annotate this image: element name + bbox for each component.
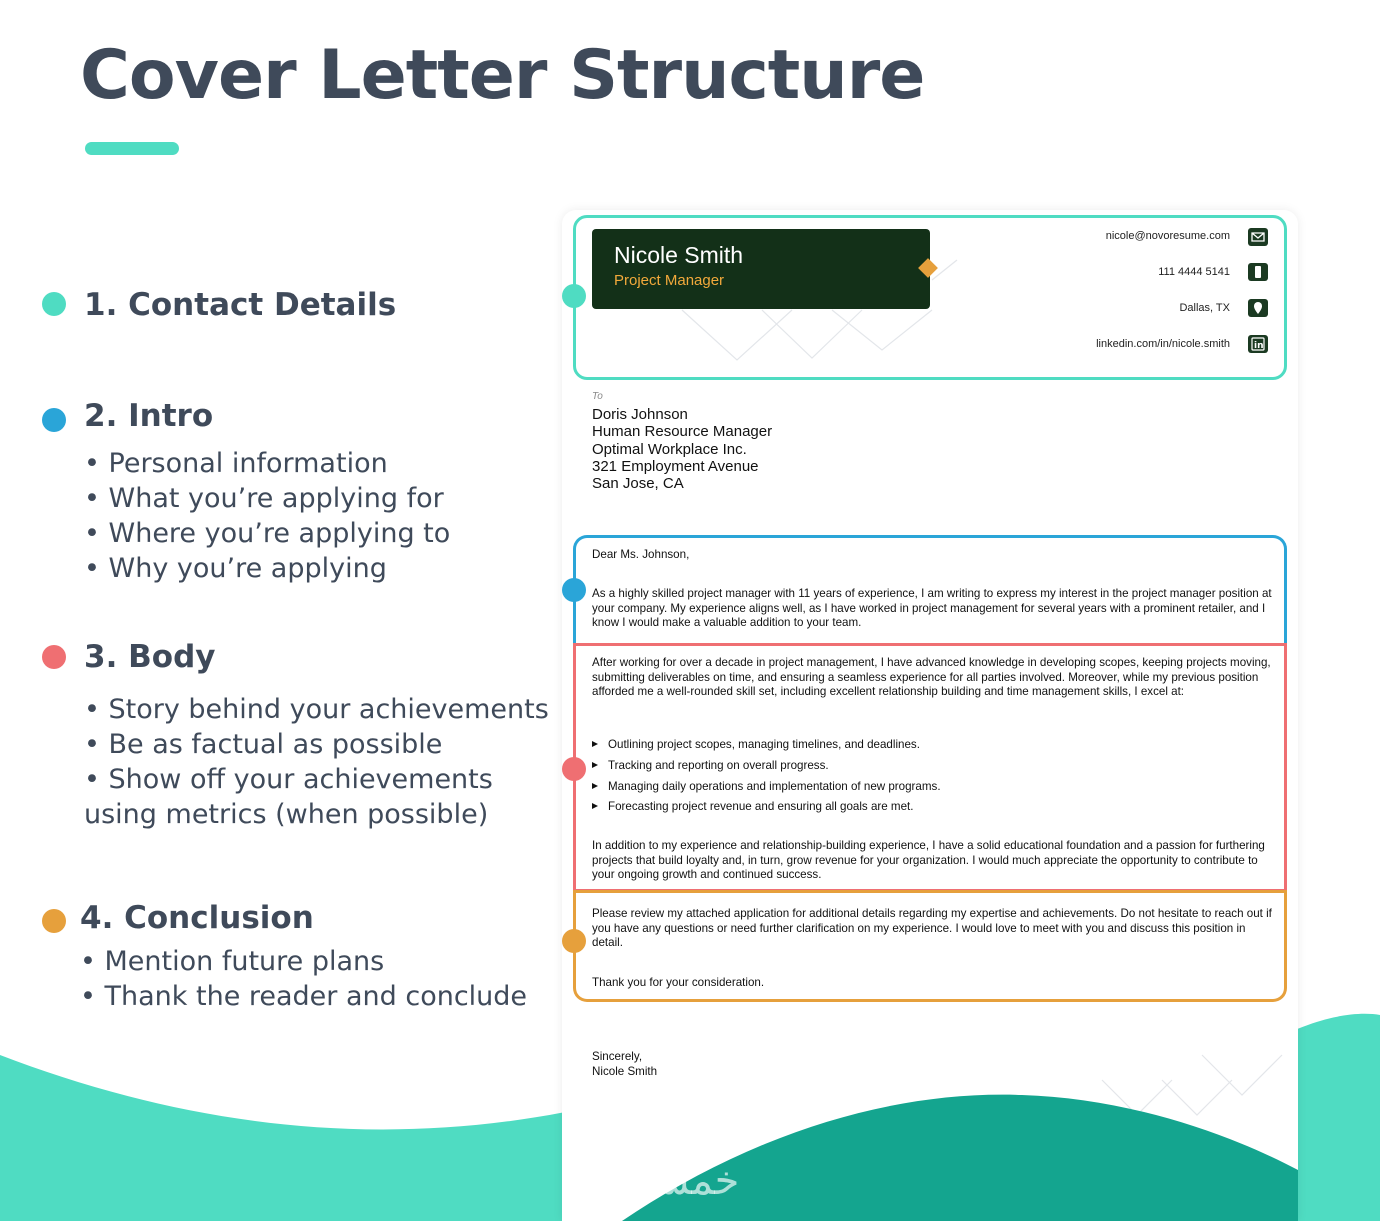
- contact-details-marker: [562, 284, 586, 308]
- bullet-item: • Where you’re applying to: [84, 518, 451, 549]
- bullet-item: • Show off your achievements: [84, 764, 493, 795]
- closing: Sincerely,: [592, 1050, 643, 1063]
- mail-icon: [1248, 228, 1268, 246]
- conclusion-bullets: [80, 944, 527, 1014]
- linkedin-icon: [1248, 335, 1268, 353]
- body-list-item: Forecasting project revenue and ensuring all goals are met.: [592, 800, 913, 813]
- to-label: To: [592, 391, 603, 402]
- conclusion-frame-top: [573, 890, 1287, 893]
- applicant-role: Project Manager: [614, 272, 725, 289]
- body-marker: [562, 757, 586, 781]
- recipient-company: Optimal Workplace Inc.: [592, 441, 747, 458]
- bullet-item: • What you’re applying for: [84, 483, 444, 514]
- body-dot: [42, 645, 66, 669]
- recipient-street: 321 Employment Avenue: [592, 458, 759, 475]
- contact-details-heading: 1. Contact Details: [84, 287, 397, 323]
- conclusion-paragraph: Please review my attached application for additional details regarding my expertise and achievements. Do not hesitate to reach out if you have any questions or need further clarification on my experience. I would love to meet with you and discuss this position in detail.: [592, 907, 1272, 950]
- bullet-item: using metrics (when possible): [84, 799, 489, 830]
- body-list-item: Outlining project scopes, managing timelines, and deadlines.: [592, 738, 920, 751]
- body-paragraph-1: After working for over a decade in project management, I have advanced knowledge in developing scopes, keeping projects moving, submitting deliverables on time, and ensuring a seamless experience for all parties involved. Moreover, while my previous position afforded me a well-rounded skill set, including excellent relationship building and time management skills, I excel at:: [592, 656, 1271, 699]
- bullet-item: • Story behind your achievements: [84, 694, 549, 725]
- body-list-item: Managing daily operations and implementation of new programs.: [592, 780, 941, 793]
- conclusion-dot: [42, 909, 66, 933]
- cover-letter: [562, 210, 1298, 1221]
- bullet-item: • Mention future plans: [80, 946, 385, 977]
- intro-marker: [562, 578, 586, 602]
- bullet-item: • Why you’re applying: [84, 553, 387, 584]
- body-bullets: [84, 692, 549, 832]
- intro-bullets: [84, 446, 450, 586]
- title-underline: [85, 142, 179, 155]
- applicant-name: Nicole Smith: [614, 242, 744, 268]
- body-paragraph-2: In addition to my experience and relationship-building experience, I have a solid educational foundation and a passion for furthering projects that build loyalty and, in turn, grow revenue for your organization. I would much appreciate the opportunity to contribute to your ongoing growth and continued success.: [592, 839, 1265, 882]
- bullet-item: • Be as factual as possible: [84, 729, 443, 760]
- thanks-line: Thank you for your consideration.: [592, 976, 765, 989]
- conclusion-marker: [562, 929, 586, 953]
- greeting: Dear Ms. Johnson,: [592, 548, 690, 561]
- recipient-city: San Jose, CA: [592, 475, 684, 492]
- intro-heading: 2. Intro: [84, 398, 214, 434]
- left-teal-wave: [0, 1055, 620, 1221]
- body-heading: 3. Body: [84, 639, 216, 675]
- location-pin-icon: [1248, 299, 1268, 317]
- signature: Nicole Smith: [592, 1065, 658, 1078]
- contact-location: Dallas, TX: [1179, 302, 1230, 314]
- intro-paragraph: As a highly skilled project manager with 11 years of experience, I am writing to express my interest in the project manager position at your company. My experience aligns well, as I have worked in project management for several years with a prominent retailer, and I know I would make a valuable addition to your team.: [592, 587, 1272, 630]
- body-list-item: Tracking and reporting on overall progress.: [592, 759, 829, 772]
- conclusion-heading: 4. Conclusion: [80, 900, 314, 936]
- recipient-name: Doris Johnson: [592, 406, 688, 423]
- bullet-item: • Personal information: [84, 448, 388, 479]
- svg-text:in: in: [1254, 341, 1264, 351]
- intro-dot: [42, 408, 66, 432]
- contact-phone: 111 4444 5141: [1158, 266, 1230, 278]
- contact-email: nicole@novoresume.com: [1105, 230, 1230, 242]
- page-title: Cover Letter Structure: [80, 36, 925, 115]
- bullet-item: • Thank the reader and conclude: [80, 981, 528, 1012]
- contact-details-dot: [42, 292, 66, 316]
- recipient-title: Human Resource Manager: [592, 423, 773, 440]
- watermark: خمسات: [606, 1158, 740, 1204]
- name-banner: [592, 229, 930, 309]
- phone-icon: [1248, 263, 1268, 281]
- contact-linkedin: linkedin.com/in/nicole.smith: [1096, 338, 1230, 350]
